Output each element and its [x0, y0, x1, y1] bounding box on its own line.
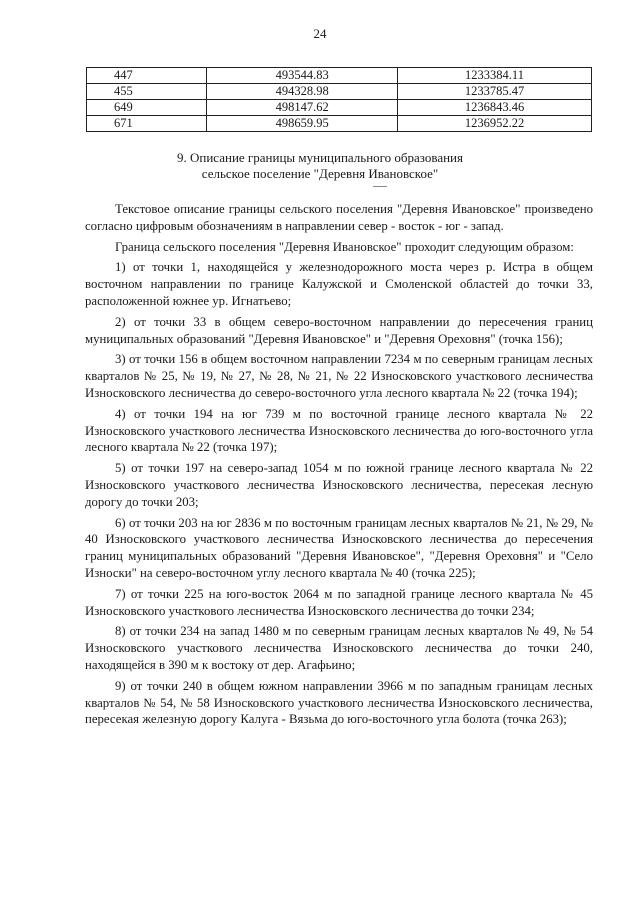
- section-title-line-2: сельское поселение "Деревня Ивановское": [201, 166, 439, 181]
- point-number-cell: 649: [87, 100, 207, 116]
- table-row: [87, 84, 592, 100]
- table-row: [87, 68, 592, 84]
- coordinates-table: [86, 67, 592, 132]
- y-coordinate-cell: 1236843.46: [398, 100, 592, 116]
- x-coordinate-cell: 498147.62: [207, 100, 398, 116]
- x-coordinate-cell: 494328.98: [207, 84, 398, 100]
- table-row: [87, 116, 592, 132]
- paragraph-item-2: 2) от точки 33 в общем северо-восточном направлении до пересечения границ муниципальных образований "Деревня Ивановское" и "Деревня Ореховня" (точка 156);: [85, 314, 593, 346]
- paragraph-item-8: 8) от точки 234 на запад 1480 м по северным границам лесных кварталов № 49, № 54 Износковского участкового лесничества Износковского лесничества до точки 240, находящейся в 390 м к востоку от дер. Агафьино;: [85, 624, 593, 672]
- point-number-cell: 455: [87, 84, 207, 100]
- table-row: [87, 100, 592, 116]
- point-number-cell: 447: [87, 68, 207, 84]
- point-number-cell: 671: [87, 116, 207, 132]
- y-coordinate-cell: 1233384.11: [398, 68, 592, 84]
- page-number: 24: [313, 26, 327, 41]
- paragraph-item-5: 5) от точки 197 на северо-запад 1054 м по южной границе лесного квартала № 22 Износковского участкового лесничества Износковского лесничества, пересекая лесную дорогу до точки 203;: [85, 461, 593, 509]
- x-coordinate-cell: 493544.83: [207, 68, 398, 84]
- paragraph-item-1: 1) от точки 1, находящейся у железнодорожного моста через р. Истра в общем восточном направлении по границе Калужской и Смоленской областей до точки 33, расположенной южнее ур. Игнатьево;: [85, 260, 593, 308]
- paragraph-item-3: 3) от точки 156 в общем восточном направлении 7234 м по северным границам лесных кварталов № 25, № 19, № 27, № 28, № 21, № 22 Износковского участкового лесничества Износковского лесничества до северо-восточного угла лесного квартала № 22 (точка 194);: [85, 352, 593, 400]
- paragraph-lead: Граница сельского поселения "Деревня Ивановское" проходит следующим образом:: [115, 239, 574, 254]
- body-text: [85, 201, 593, 732]
- paragraph-item-6: 6) от точки 203 на юг 2836 м по восточным границам лесных кварталов № 21, № 29, № 40 Износковского участкового лесничества Износковского лесничества до пересечения границ муниципальных образований "Деревня Ивановское", "Деревня Ореховня" и "Село Износки" на северо-восточном углу лесного квартала № 40 (точка 225);: [85, 515, 593, 580]
- paragraph-intro: Текстовое описание границы сельского поселения "Деревня Ивановское" произведено согласно цифровым обозначениям в направлении север - восток - юг - запад.: [85, 202, 593, 233]
- decorative-dash: [373, 186, 387, 187]
- paragraph-item-7: 7) от точки 225 на юго-восток 2064 м по западной границе лесного квартала № 45 Износковского участкового лесничества Износковского лесничества до точки 234;: [85, 586, 593, 618]
- y-coordinate-cell: 1233785.47: [398, 84, 592, 100]
- x-coordinate-cell: 498659.95: [207, 116, 398, 132]
- y-coordinate-cell: 1236952.22: [398, 116, 592, 132]
- section-title: [0, 150, 640, 182]
- paragraph-item-9: 9) от точки 240 в общем южном направлении 3966 м по западным границам лесных кварталов № 54, № 58 Износковского участкового лесничества Износковского лесничества, пересекая железную дорогу Калуга - Вязьма до юго-восточного угла болота (точка 263);: [85, 678, 593, 727]
- paragraph-item-4: 4) от точки 194 на юг 739 м по восточной границе лесного квартала № 22 Износковского участкового лесничества Износковского лесничества до юго-восточного угла лесного квартала № 22 (точка 197);: [85, 406, 593, 455]
- section-title-line-1: 9. Описание границы муниципального образования: [177, 150, 463, 165]
